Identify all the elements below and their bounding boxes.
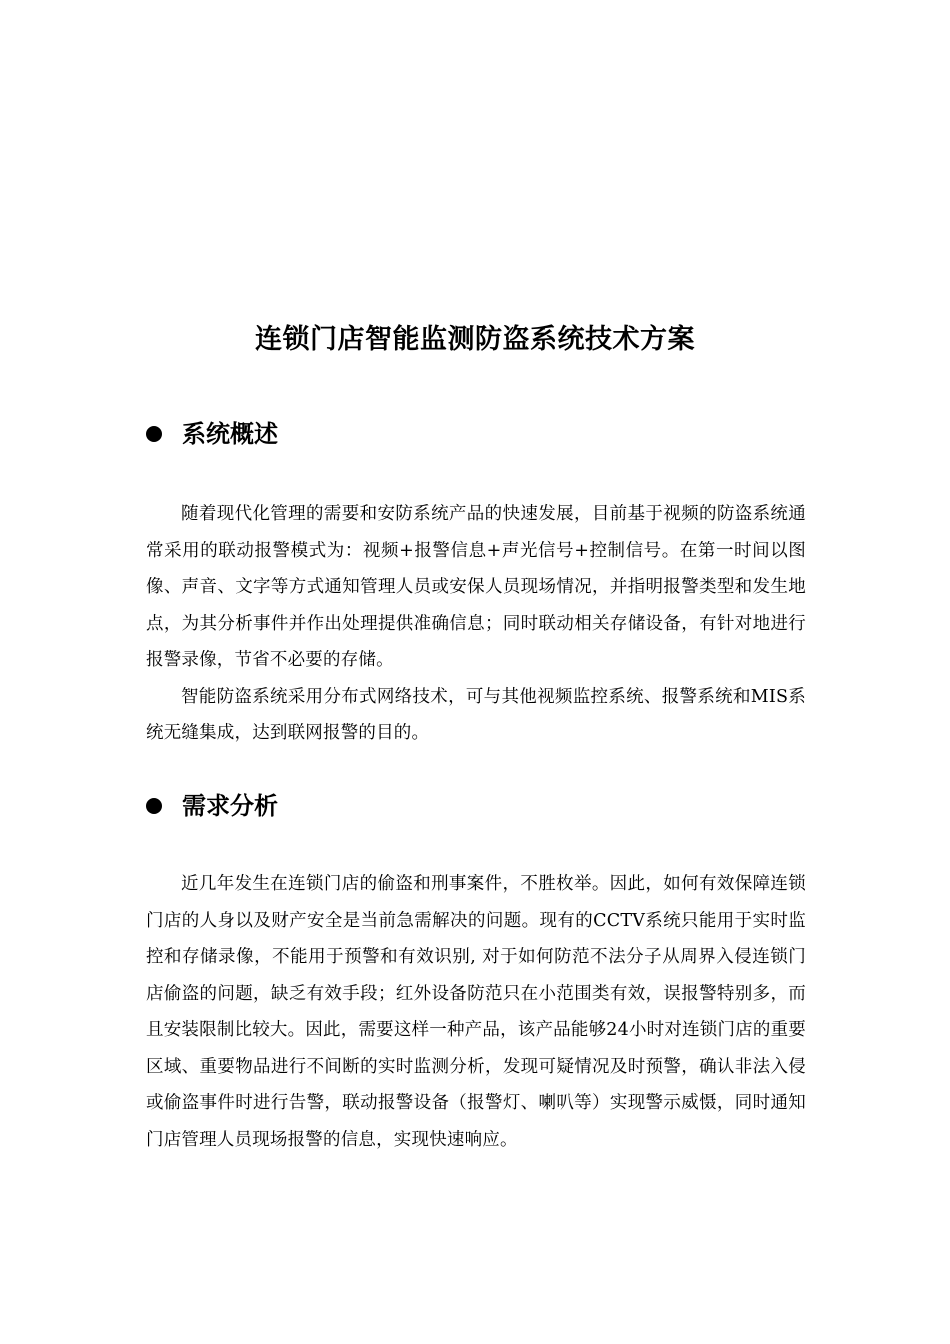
- section-heading-requirements: [146, 786, 278, 826]
- section-heading-text: 需求分析: [182, 792, 278, 820]
- paragraph: 近几年发生在连锁门店的偷盗和刑事案件，不胜枚举。因此，如何有效保障连锁门店的人身以及财产安全是当前急需解决的问题。现有的CCTV系统只能用于实时监控和存储录像，不能用于预警和有效识别, 对于如何防范不法分子从周界入侵连锁门店偷盗的问题，缺乏有效手段；红外设备防范只在小范围类有效，误报警特别多，而且安装限制比较大。因此，需要这样一种产品，该产品能够24小时对连锁门店的重要区域、重要物品进行不间断的实时监测分析，发现可疑情况及时预警，确认非法入侵或偷盗事件时进行告警，联动报警设备（报警灯、喇叭等）实现警示威慑，同时通知门店管理人员现场报警的信息，实现快速响应。: [146, 874, 806, 1150]
- section-heading-overview: [146, 414, 278, 454]
- bullet-icon: [146, 426, 162, 442]
- section-body-overview: [146, 496, 806, 752]
- section-body-requirements: [146, 866, 806, 1158]
- section-heading-text: 系统概述: [182, 420, 278, 448]
- paragraph: 智能防盗系统采用分布式网络技术，可与其他视频监控系统、报警系统和MIS系统无缝集成，达到联网报警的目的。: [146, 686, 806, 743]
- paragraph: 随着现代化管理的需要和安防系统产品的快速发展，目前基于视频的防盗系统通常采用的联动报警模式为：视频+报警信息+声光信号+控制信号。在第一时间以图像、声音、文字等方式通知管理人员或安保人员现场情况，并指明报警类型和发生地点，为其分析事件并作出处理提供准确信息；同时联动相关存储设备，有针对地进行报警录像，节省不必要的存储。: [146, 504, 806, 670]
- bullet-icon: [146, 798, 162, 814]
- document-title: 连锁门店智能监测防盗系统技术方案: [255, 324, 695, 355]
